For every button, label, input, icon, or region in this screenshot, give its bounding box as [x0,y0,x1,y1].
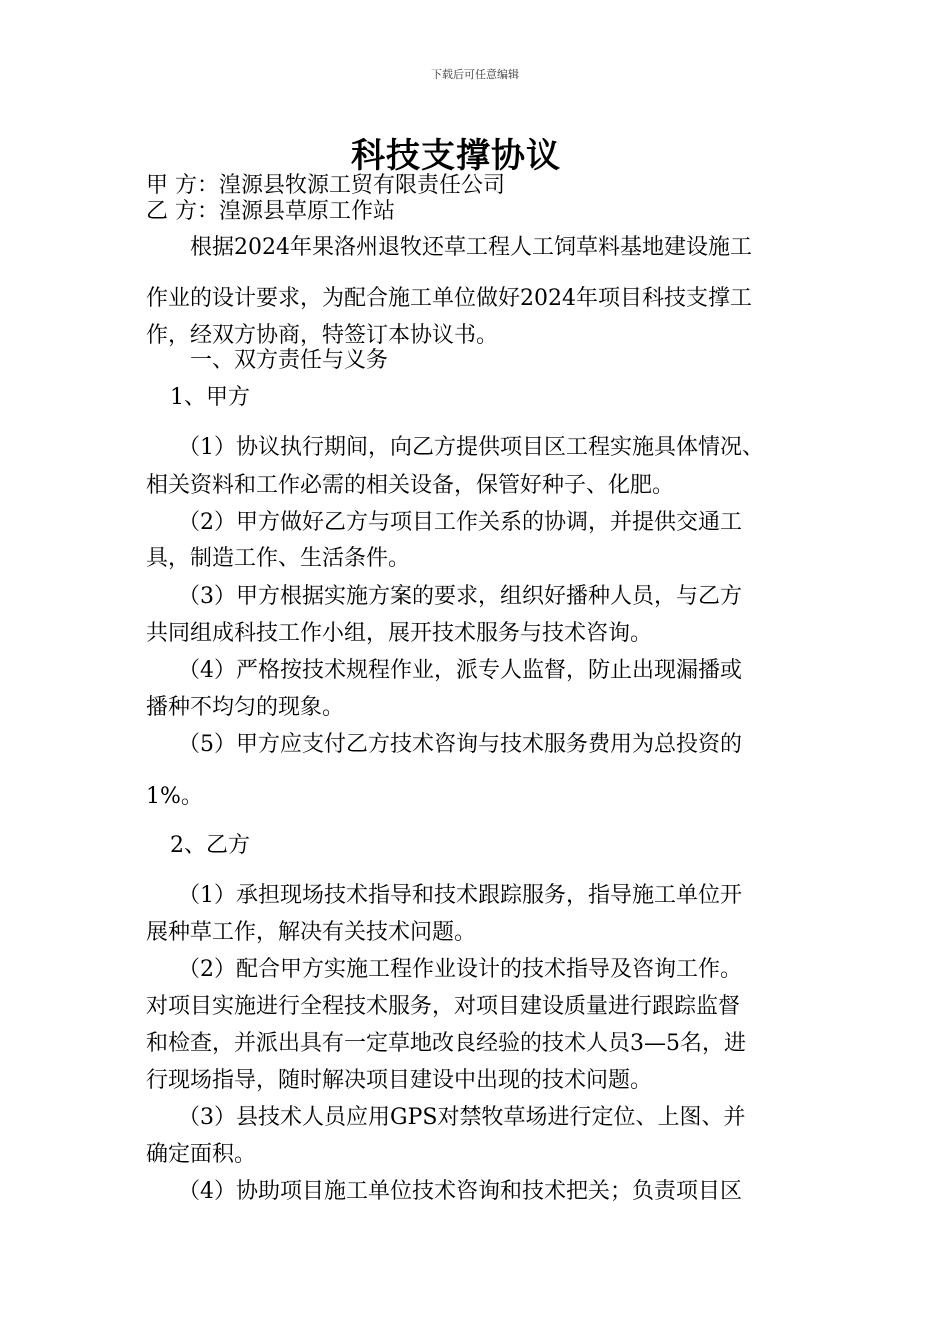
paragraph-line: （2）甲方做好乙方与项目工作关系的协调，并提供交通工 [178,510,742,535]
paragraph-line: （2）配合甲方实施工程作业设计的技术指导及咨询工作。 [178,957,742,982]
header-note: 下载后可任意编辑 [431,68,519,81]
paragraph-line: （5）甲方应支付乙方技术咨询与技术服务费用为总投资的 [178,732,742,757]
paragraph-line: 行现场指导，随时解决项目建设中出现的技术问题。 [146,1068,653,1093]
paragraph-line: （3）县技术人员应用GPS对禁牧草场进行定位、上图、并 [178,1105,746,1130]
paragraph-line: 1%。 [146,784,203,809]
document-title: 科技支撑协议 [351,136,561,176]
paragraph-line: （1）承担现场技术指导和技术跟踪服务，指导施工单位开 [178,883,742,908]
paragraph-line: 共同组成科技工作小组，展开技术服务与技术咨询。 [146,621,653,646]
subsection-heading: 1、甲方 [170,385,250,410]
paragraph-line: 播种不均匀的现象。 [146,695,345,720]
paragraph-line: 作业的设计要求，为配合施工单位做好2024年项目科技支撑工 [146,286,752,311]
paragraph-line: （1）协议执行期间，向乙方提供项目区工程实施具体情况、 [178,435,764,460]
paragraph-line: 相关资料和工作必需的相关设备，保管好种子、化肥。 [146,473,675,498]
paragraph-line: 对项目实施进行全程技术服务，对项目建设质量进行跟踪监督 [146,994,741,1019]
section-heading: 一、双方责任与义务 [190,348,389,373]
paragraph-line: 作，经双方协商，特签订本协议书。 [146,323,499,348]
paragraph-line: （4）协助项目施工单位技术咨询和技术把关；负责项目区 [178,1179,742,1204]
paragraph-line: （4）严格按技术规程作业，派专人监督，防止出现漏播或 [178,658,742,683]
paragraph-line: 具，制造工作、生活条件。 [146,546,411,571]
paragraph-line: 根据2024年果洛州退牧还草工程人工饲草料基地建设施工 [190,235,752,260]
subsection-heading: 2、乙方 [170,833,250,858]
party-b-line: 乙 方：湟源县草原工作站 [146,199,395,224]
paragraph-line: （3）甲方根据实施方案的要求，组织好播种人员，与乙方 [178,584,742,609]
paragraph-line: 和检查，并派出具有一定草地改良经验的技术人员3—5名，进 [146,1031,746,1056]
paragraph-line: 确定面积。 [146,1142,257,1167]
party-a-line: 甲 方：湟源县牧源工贸有限责任公司 [146,173,505,198]
paragraph-line: 展种草工作，解决有关技术问题。 [146,920,477,945]
